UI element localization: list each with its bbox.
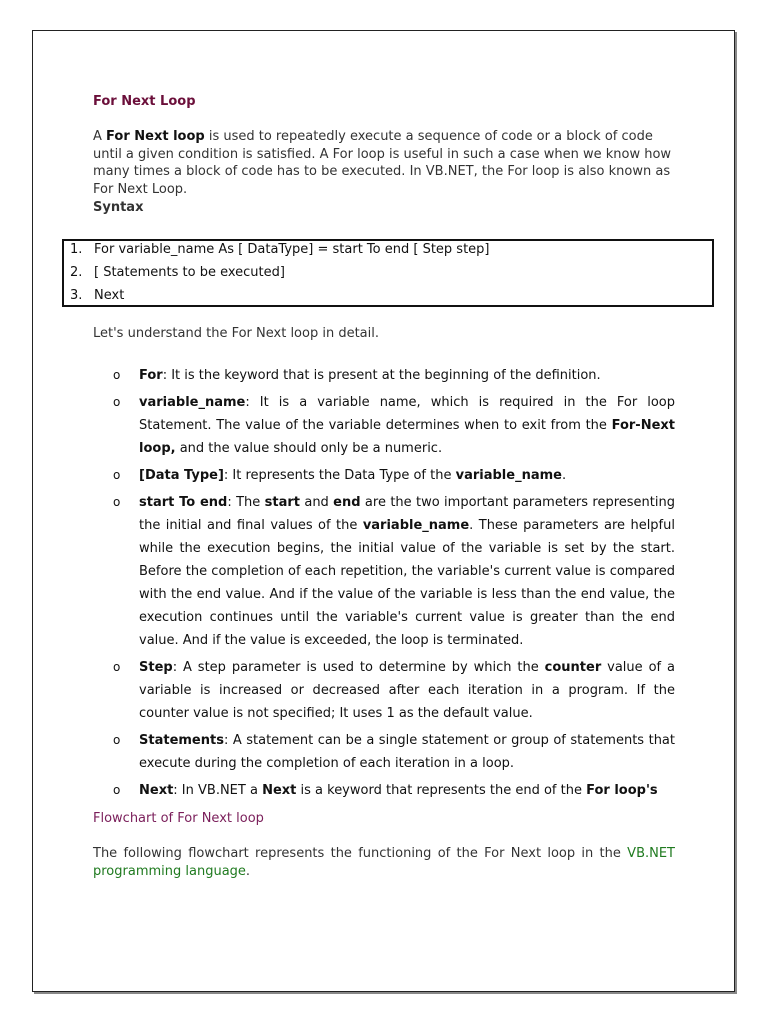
bullet-text: : It is a variable name, which is required in the For loop Statement. The value of the variable determines when to exit from the (139, 395, 675, 433)
bullet-marker: o (113, 368, 121, 382)
bullet-item (113, 779, 675, 802)
bullet-text: value of a variable is increased or decreased after each iteration in a program. If the counter value is not specified; It uses 1 as the default value. (139, 660, 675, 721)
bullet-item (113, 464, 675, 487)
code-line-text: [ Statements to be executed] (94, 265, 285, 280)
bullet-term: variable_name (362, 518, 470, 533)
code-line (70, 265, 285, 280)
code-line (70, 242, 490, 257)
code-line-text: Next (94, 288, 125, 303)
intro-term: For Next loop (106, 129, 205, 144)
bullet-text: : A step parameter is used to determine by which the (172, 660, 545, 675)
detail-intro: Let's understand the For Next loop in detail. (93, 326, 380, 341)
bullet-text: . (561, 468, 567, 483)
bullet-term: variable_name (455, 468, 562, 483)
intro-rest: is used to repeatedly execute a sequence of code or a block of code until a given condition is satisfied. A For loop is useful in such a case when we know how many times a block of code has to be executed. In VB.NET, the For loop is also known as For Next Loop. (93, 129, 672, 197)
bullet-marker: o (113, 783, 121, 797)
bullet-list (113, 364, 675, 806)
bullet-term: Next (139, 783, 174, 798)
bullet-text: and the value should only be a numeric. (175, 441, 443, 456)
bullet-term: [Data Type] (139, 468, 224, 483)
bullet-term: Statements (139, 733, 224, 748)
bullet-marker: o (113, 468, 121, 482)
code-line (70, 288, 124, 303)
bullet-term: counter (544, 660, 602, 675)
bullet-text: : A statement can be a single statement or group of statements that execute during the completion of each iteration in a loop. (139, 733, 675, 771)
bullet-term: end (333, 495, 361, 510)
bullet-text: are the two important parameters representing the initial and final values of the (139, 495, 675, 533)
bullet-marker: o (113, 395, 121, 409)
bullet-marker: o (113, 660, 121, 674)
bullet-marker: o (113, 733, 121, 747)
flowchart-heading: Flowchart of For Next loop (93, 811, 264, 826)
bullet-item (113, 364, 675, 387)
bullet-item (113, 656, 675, 725)
bullet-term: Step (139, 660, 173, 675)
bullet-term: Next (262, 783, 297, 798)
code-line-number: 3. (70, 288, 83, 303)
bullet-text: . These parameters are helpful while the execution begins, the initial value of the variable is set by the start. Before the completion of each repetition, the variable's current value is compared with the end value. And if the value of the variable is less than the end value, the execution continues until the variable's current value is greater than the end value. And if the value is exceeded, the loop is terminated. (139, 518, 675, 648)
bullet-item (113, 729, 675, 775)
bullet-term: variable_name (139, 395, 246, 410)
code-line-text: For variable_name As [ DataType] = start To end [ Step step] (94, 242, 490, 257)
code-line-number: 1. (70, 242, 83, 257)
code-line-number: 2. (70, 265, 83, 280)
syntax-label: Syntax (93, 200, 144, 215)
page-title: For Next Loop (93, 94, 196, 109)
bullet-text: : In VB.NET a (173, 783, 263, 798)
intro-prefix: A (93, 129, 107, 144)
bullet-term: start (264, 495, 300, 510)
bullet-term: For loop's (586, 783, 658, 798)
bullet-marker: o (113, 495, 121, 509)
bullet-term: For (139, 368, 163, 383)
bullet-term: For-Next loop, (139, 418, 675, 456)
bullet-term: start To end (139, 495, 228, 510)
intro-paragraph (93, 128, 677, 198)
bullet-item (113, 491, 675, 652)
document-page (32, 30, 735, 992)
flowchart-suffix: . (245, 864, 251, 879)
bullet-text: and (299, 495, 334, 510)
bullet-text: is a keyword that represents the end of the (296, 783, 587, 798)
bullet-text: : It represents the Data Type of the (223, 468, 456, 483)
flowchart-paragraph (93, 845, 675, 881)
bullet-item (113, 391, 675, 460)
syntax-code-box (62, 239, 714, 307)
vbnet-link[interactable]: VB.NET programming language (93, 846, 675, 879)
bullet-text: : The (227, 495, 265, 510)
flowchart-text: The following flowchart represents the functioning of the For Next loop in the (93, 846, 628, 861)
bullet-text: : It is the keyword that is present at the beginning of the definition. (162, 368, 601, 383)
